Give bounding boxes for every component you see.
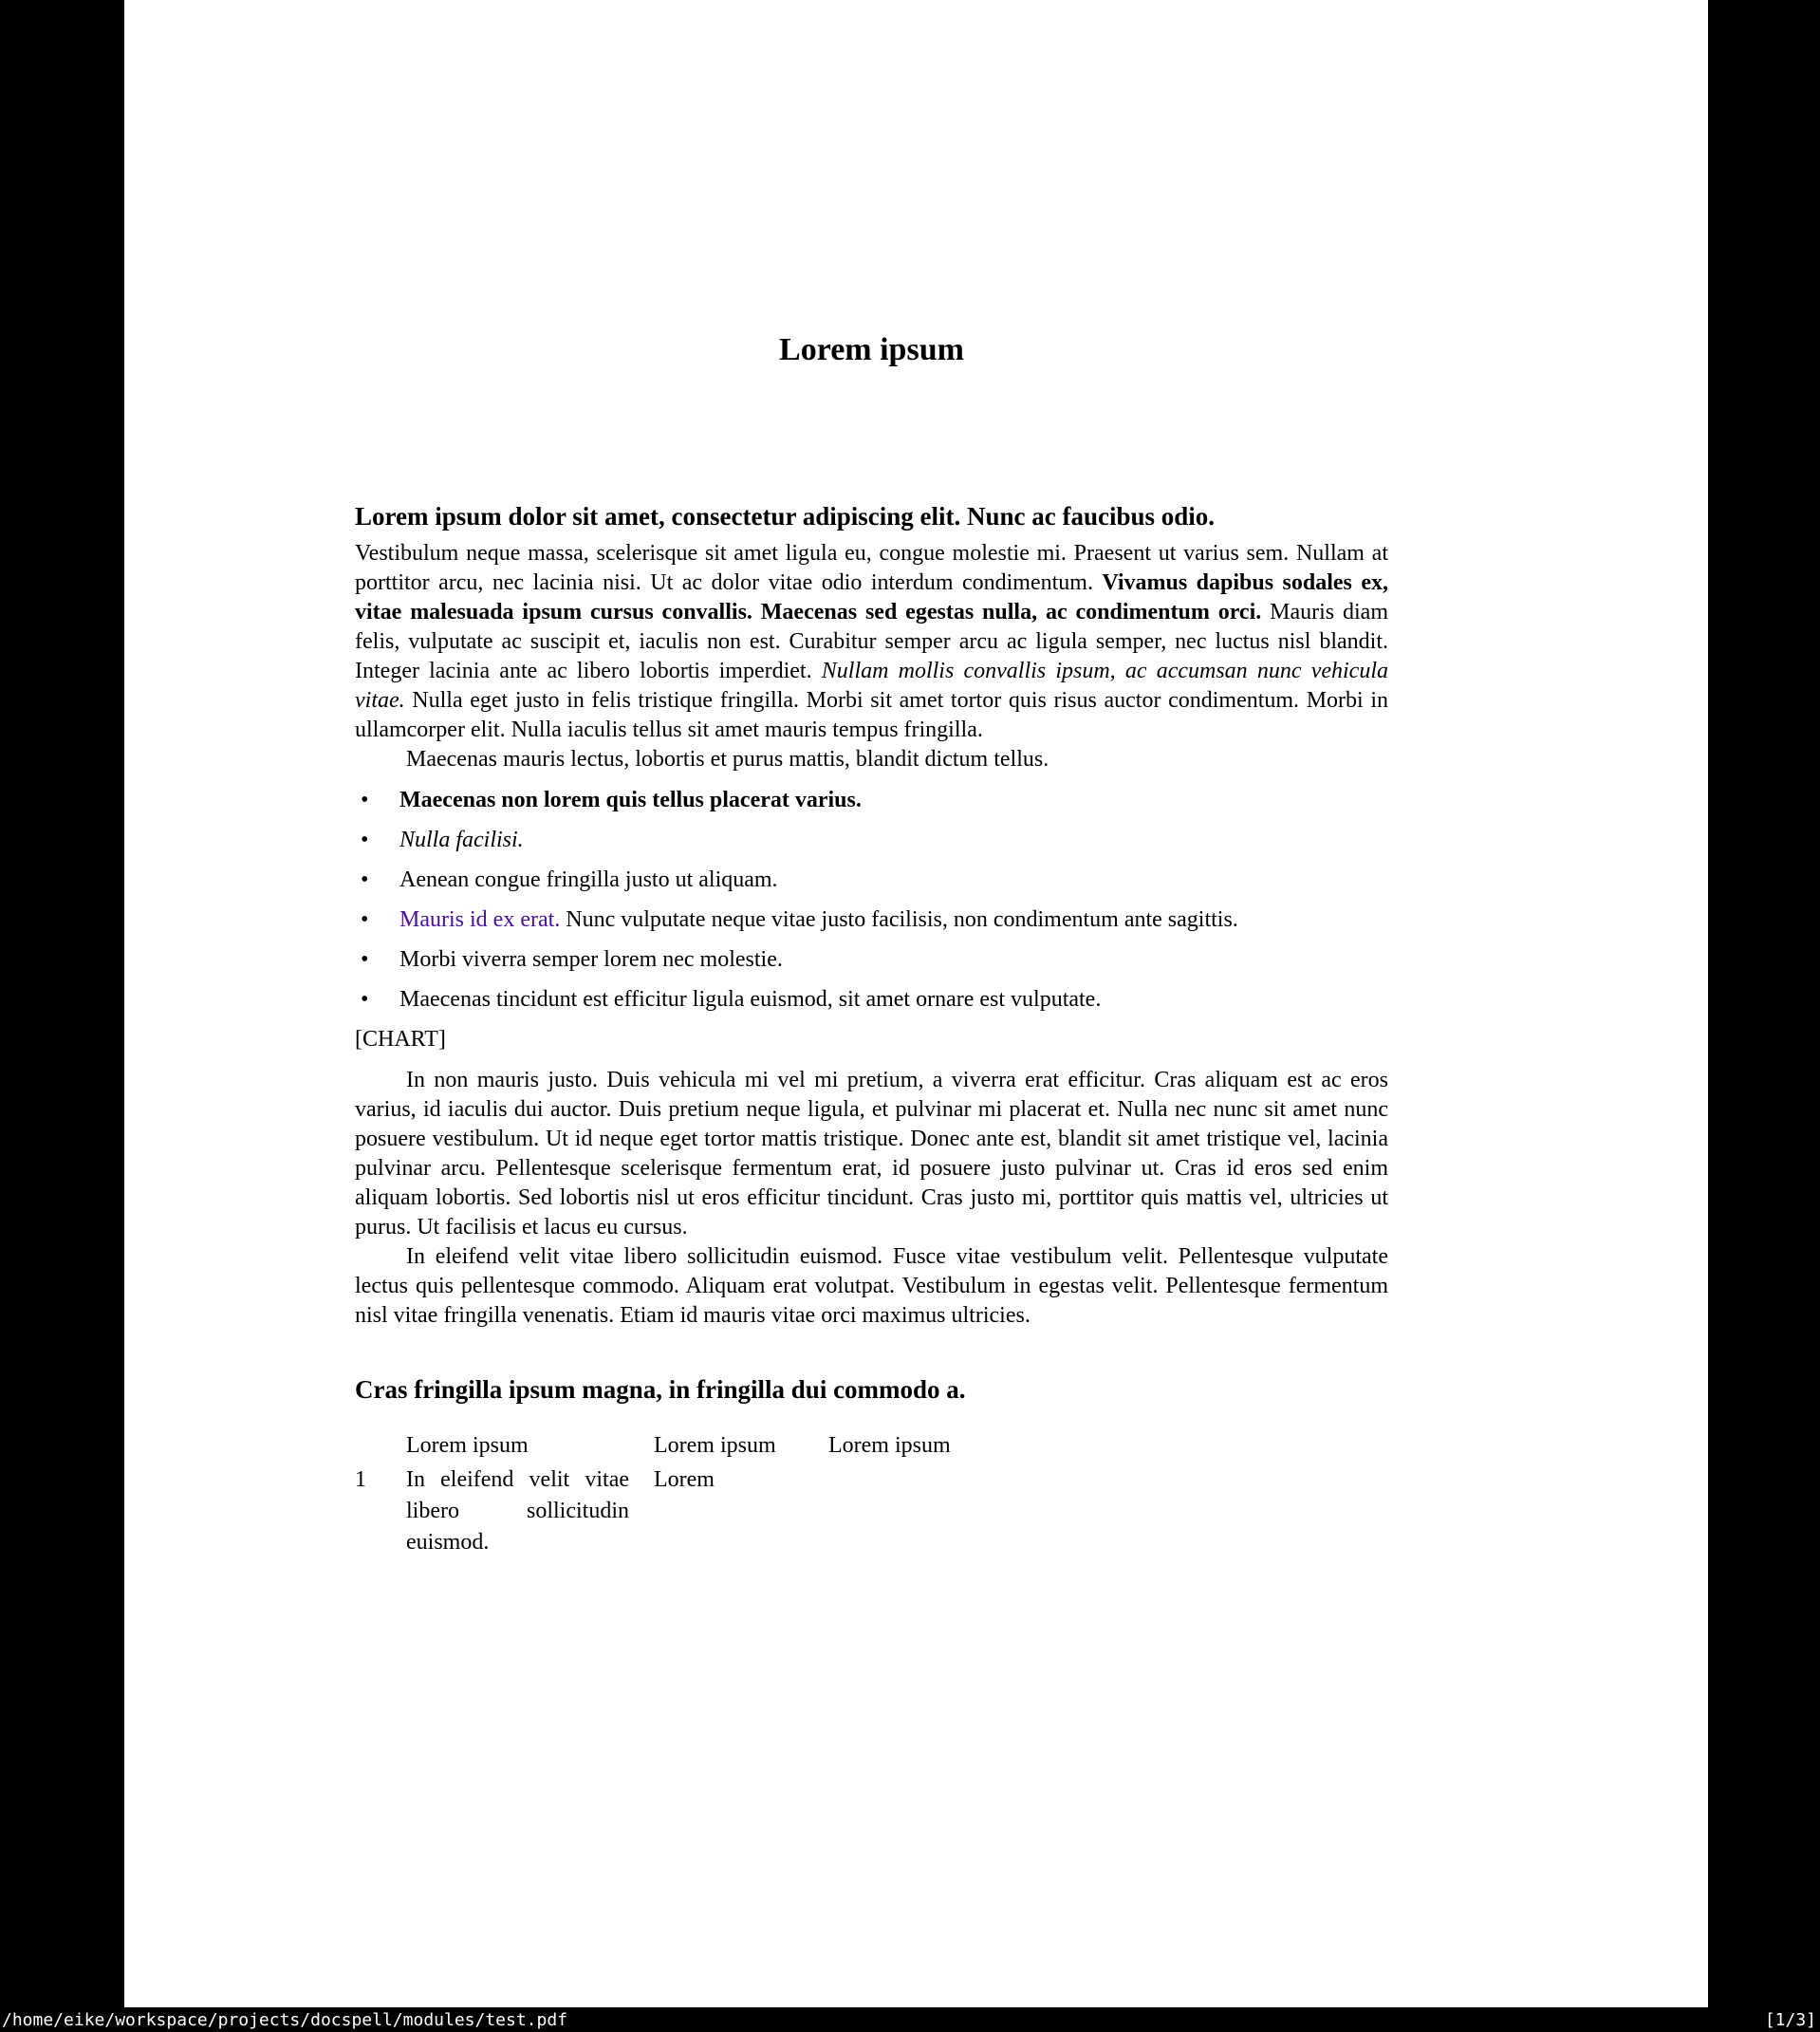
text-segment: Nunc vulputate neque vitae justo facilisis, non condimentum ante sagittis. (560, 907, 1238, 933)
paragraph-4: In eleifend velit vitae libero sollicitudin euismod. Fusce vitae vestibulum velit. Pellentesque vulputate lectus quis pellentesque commodo. Aliquam erat volutpat. Vestibulum in egestas velit. Pellentesque fermentum nisl vitae fringilla venenatis. Etiam id mauris vitae orci maximus ultricies. (355, 1244, 1388, 1329)
table-cell: In eleifend velit vitae libero sollicitudin euismod. (406, 1466, 629, 1555)
paragraph-1 (355, 539, 1388, 745)
table-cell: Lorem (654, 1466, 715, 1492)
list-item (355, 905, 1388, 935)
paragraph-2: Maecenas mauris lectus, lobortis et purus mattis, blandit dictum tellus. (406, 747, 1049, 773)
statusbar-file-path: /home/eike/workspace/projects/docspell/modules/test.pdf (2, 2009, 568, 2030)
table-header-cell-empty (355, 1430, 406, 1462)
chart-placeholder: [CHART] (355, 1027, 446, 1053)
table-cell (828, 1464, 1388, 1558)
list-item (355, 945, 1388, 975)
text-segment: Maecenas tincidunt est efficitur ligula euismod, sit amet ornare est vulputate. (399, 987, 1102, 1013)
text-segment: Morbi viverra semper lorem nec molestie. (399, 947, 783, 973)
text-segment: Maecenas non lorem quis tellus placerat varius. (399, 788, 862, 813)
document-content (124, 334, 1708, 1558)
list-item (355, 866, 1388, 895)
text-segment: Vestibulum neque massa, scelerisque sit amet ligula eu, congue molestie mi. Praesent ut varius sem. Nullam at porttitor arcu, nec lacinia nisi. Ut ac dolor vitae odio interdum condimentum. (355, 541, 1388, 596)
section-heading-1: Lorem ipsum dolor sit amet, consectetur adipiscing elit. Nunc ac faucibus odio. (355, 502, 1216, 531)
hyperlink[interactable]: Mauris id ex erat. (399, 907, 561, 933)
text-segment: Mauris diam felis, vulputate ac suscipit et, iaculis non est. Curabitur semper arcu ac ligula semper, nec luctus nisl blandit. Integer lacinia ante ac libero lobortis imperdiet. (355, 600, 1389, 684)
list-item (355, 985, 1388, 1015)
bullet-list (355, 786, 1388, 1015)
text-segment: Nulla eget justo in felis tristique fringilla. Morbi sit amet tortor quis risus auctor condimentum. Morbi in ullamcorper elit. Nulla iaculis tellus sit amet mauris tempus fringilla. (355, 688, 1389, 743)
statusbar-page-indicator: [1/3] (1764, 2009, 1816, 2030)
document-title: Lorem ipsum (779, 332, 964, 367)
text-segment: Nullam mollis convallis ipsum, ac accumsan nunc vehicula vitae. (355, 659, 1388, 714)
data-table (355, 1430, 1388, 1558)
table-header-cell: Lorem ipsum (406, 1432, 529, 1458)
text-segment: Aenean congue fringilla justo ut aliquam. (399, 867, 778, 893)
text-segment: Nulla facilisi. (399, 828, 524, 853)
document-page[interactable] (124, 0, 1708, 2007)
paragraph-3: In non mauris justo. Duis vehicula mi vel mi pretium, a viverra erat efficitur. Cras aliquam est ac eros varius, id iaculis dui auctor. Duis pretium neque ligula, et pulvinar mi placerat et. Nulla nec nunc sit amet nunc posuere vestibulum. Ut id neque eget tortor mattis tristique. Donec ante est, blandit sit amet tristique vel, lacinia pulvinar arcu. Pellentesque scelerisque fermentum erat, id posuere justo pulvinar ut. Cras id eros sed enim aliquam lobortis. Sed lobortis nisl ut eros efficitur tincidunt. Cras justo mi, porttitor quis mattis vel, ultricies ut purus. Ut facilisis et lacus eu cursus. (355, 1068, 1388, 1240)
statusbar (0, 2007, 1820, 2032)
text-segment: Vivamus dapibus sodales ex, vitae malesuada ipsum cursus convallis. Maecenas sed egestas nulla, ac condimentum orci. (355, 570, 1388, 625)
table-cell-row-number: 1 (355, 1466, 366, 1492)
list-item (355, 826, 1388, 855)
section-heading-2: Cras fringilla ipsum magna, in fringilla dui commodo a. (355, 1375, 966, 1405)
table-header-cell: Lorem ipsum (654, 1432, 776, 1458)
list-item (355, 786, 1388, 815)
table-header-cell: Lorem ipsum (828, 1432, 951, 1458)
